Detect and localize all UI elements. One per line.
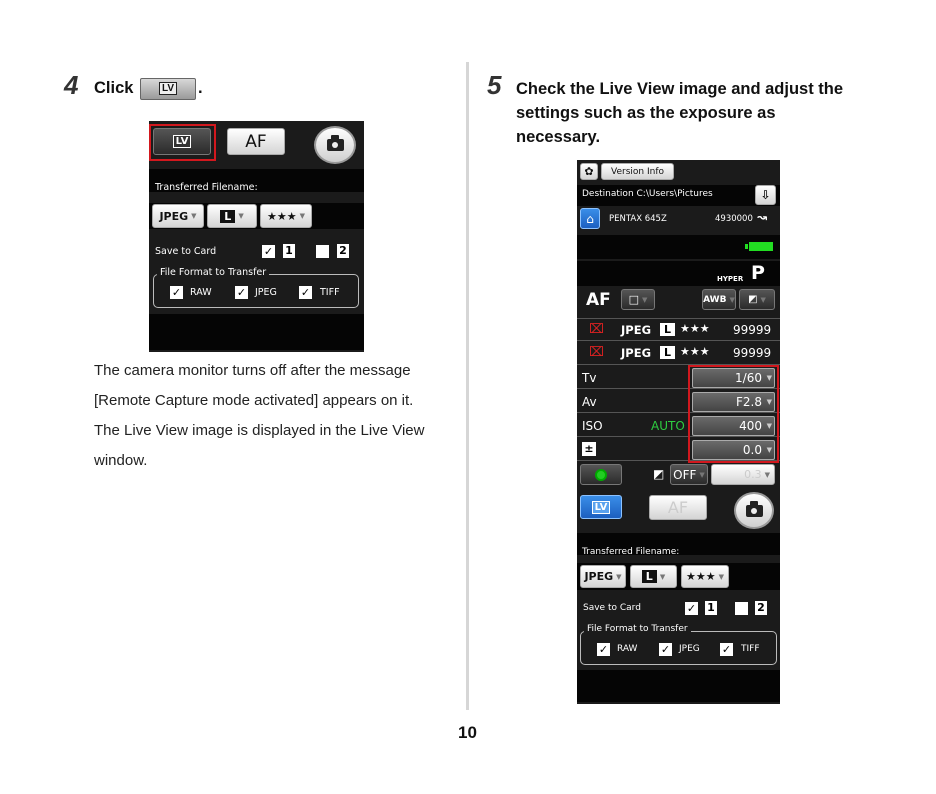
av-label: Av (582, 395, 597, 409)
live-view-panel-small (149, 121, 364, 352)
transferred-filename-label: Transferred Filename: (582, 547, 680, 557)
slot1-icon: 1 (705, 601, 717, 615)
file-format-legend: File Format to Transfer (584, 624, 691, 634)
save-to-card-row (577, 599, 780, 619)
raw-label: RAW (190, 287, 212, 298)
exposure-mode: P (751, 262, 765, 284)
iso-auto-label: AUTO (651, 419, 685, 433)
tv-label: Tv (582, 371, 597, 385)
card1-row (577, 318, 780, 341)
camera-icon (327, 139, 344, 151)
slot2-checkbox[interactable] (316, 245, 329, 258)
af-button[interactable]: AF (649, 495, 707, 520)
camera-serial: 4930000 (715, 214, 753, 224)
raw-checkbox[interactable]: ✓ (598, 643, 609, 656)
card1-size: L (660, 323, 675, 336)
download-icon: ⇩ (760, 188, 771, 202)
lv-button[interactable] (580, 495, 622, 519)
card2-format: JPEG (621, 346, 652, 360)
tiff-label: TIFF (741, 644, 760, 654)
format-value: JPEG (159, 209, 189, 223)
av-value: F2.8 (736, 395, 762, 409)
bracket-step-select[interactable]: 0.3 ▼ (711, 464, 775, 485)
file-format-group (153, 267, 359, 308)
awb-value: AWB (703, 294, 727, 305)
ev-select[interactable]: 0.0 ▼ (692, 440, 775, 460)
period-text: . (198, 79, 203, 97)
size-select[interactable]: L ▼ (630, 565, 677, 588)
image-tone-select[interactable]: ◩ ▼ (739, 289, 775, 310)
raw-checkbox[interactable]: ✓ (171, 286, 182, 299)
transferred-filename-row (577, 533, 780, 555)
description-line: window. (94, 452, 148, 469)
column-divider (466, 62, 469, 710)
card2-row (577, 342, 780, 365)
status-area (577, 670, 780, 702)
save-to-card-row (149, 242, 364, 262)
transferred-filename-row (149, 169, 364, 192)
bracket-row (577, 464, 780, 486)
tv-value: 1/60 (735, 371, 762, 385)
lv-button-illustration (140, 78, 196, 100)
capture-button[interactable] (734, 492, 774, 529)
format-value: JPEG (584, 570, 614, 583)
settings-gear-button[interactable] (580, 163, 598, 180)
highlight-frame (688, 365, 779, 463)
af-button[interactable]: AF (227, 128, 285, 155)
raw-label: RAW (617, 644, 638, 654)
page-number: 10 (458, 723, 477, 742)
format-row (149, 203, 364, 229)
highlight-frame (149, 124, 216, 161)
battery-row (577, 235, 780, 259)
format-select[interactable]: JPEG ▼ (152, 204, 204, 228)
destination-label: Destination C:\Users\Pictures (582, 189, 713, 199)
hyper-label: HYPER (717, 275, 744, 283)
jpeg-label: JPEG (255, 287, 277, 298)
capture-button[interactable] (314, 126, 356, 164)
af-point-icon: □ (628, 293, 639, 306)
iso-value: 400 (739, 419, 762, 433)
af-row (577, 287, 780, 315)
lv-icon: LV (159, 82, 177, 95)
card1-no-card-icon: ⌧ (589, 322, 604, 337)
iso-select[interactable]: 400 ▼ (692, 416, 775, 436)
camera-connect-button[interactable] (580, 208, 600, 229)
signal-icon: ↝ (757, 210, 768, 224)
status-area (149, 314, 364, 350)
heading-line: Check the Live View image and adjust the (516, 80, 844, 98)
card2-size: L (660, 346, 675, 359)
quality-select[interactable]: ★★★ ▼ (681, 565, 729, 588)
card1-format: JPEG (621, 323, 652, 337)
tv-select[interactable]: 1/60 ▼ (692, 368, 775, 388)
download-button[interactable] (755, 185, 776, 205)
card2-count: 99999 (733, 346, 772, 360)
live-view-panel-full (577, 160, 780, 704)
quality-value: ★★★ (267, 209, 297, 223)
af-label: AF (586, 290, 611, 310)
format-row (577, 563, 780, 590)
lv-icon: LV (173, 135, 192, 148)
slot1-checkbox[interactable]: ✓ (263, 245, 274, 258)
white-balance-select[interactable]: AWB ▼ (702, 289, 736, 310)
card2-no-card-icon: ⌧ (589, 345, 604, 360)
tiff-checkbox[interactable]: ✓ (300, 286, 311, 299)
ev-value: 0.0 (742, 443, 762, 457)
transferred-filename-label: Transferred Filename: (155, 182, 258, 193)
heading-line: settings such as the exposure as (516, 104, 776, 122)
af-start-button[interactable] (580, 464, 622, 485)
slot2-checkbox[interactable] (735, 602, 748, 615)
bracket-off-value: OFF (673, 467, 697, 482)
camera-row (577, 208, 780, 230)
tiff-checkbox[interactable]: ✓ (721, 643, 732, 656)
av-select[interactable]: F2.8 ▼ (692, 392, 775, 412)
slot2-icon: 2 (755, 601, 767, 615)
bracket-icon: ◩ (653, 467, 665, 481)
tiff-label: TIFF (320, 287, 340, 298)
step-4-description (94, 356, 454, 476)
description-line: [Remote Capture mode activated] appears on it. (94, 392, 414, 409)
heading-line: necessary. (516, 128, 601, 146)
step-4-instruction (94, 76, 203, 100)
bracket-step-value: 0.3 (744, 468, 762, 481)
save-to-card-label: Save to Card (155, 246, 217, 257)
size-value: L (642, 570, 657, 583)
exposure-compensation-icon: ± (582, 442, 596, 456)
battery-icon (749, 242, 773, 251)
camera-link-icon: ⌂ (586, 211, 594, 226)
image-tone-icon: ◩ (748, 294, 758, 305)
slot1-icon: 1 (283, 244, 295, 258)
af-mode-select[interactable]: □ ▼ (621, 289, 655, 310)
size-select[interactable]: L ▼ (207, 204, 257, 228)
camera-model: PENTAX 645Z (609, 214, 667, 224)
gear-icon: ✿ (584, 165, 594, 178)
jpeg-checkbox[interactable]: ✓ (236, 286, 247, 299)
size-value: L (220, 210, 235, 223)
version-info-button[interactable]: Version Info (601, 163, 674, 180)
file-format-group (580, 624, 777, 665)
battery-tip (745, 244, 748, 249)
card1-quality: ★★★ (680, 322, 710, 335)
step-5-heading (516, 77, 896, 149)
bracket-toggle-select[interactable]: OFF ▼ (670, 464, 708, 485)
format-select[interactable]: JPEG ▼ (580, 565, 626, 588)
camera-icon (746, 505, 763, 517)
click-text: Click (94, 79, 134, 97)
card2-quality: ★★★ (680, 345, 710, 358)
destination-row (577, 185, 780, 206)
jpeg-checkbox[interactable]: ✓ (660, 643, 671, 656)
iso-label: ISO (582, 419, 603, 433)
description-line: The Live View image is displayed in the Live View (94, 422, 425, 439)
quality-value: ★★★ (686, 570, 716, 583)
step-5-number: 5 (487, 70, 502, 100)
quality-select[interactable]: ★★★ ▼ (260, 204, 312, 228)
step-4-number: 4 (64, 70, 79, 100)
description-line: The camera monitor turns off after the message (94, 362, 411, 379)
mode-row (577, 261, 780, 286)
green-dot-icon (595, 469, 607, 481)
file-format-legend: File Format to Transfer (157, 267, 269, 278)
slot2-icon: 2 (337, 244, 349, 258)
save-to-card-label: Save to Card (583, 603, 641, 613)
lv-icon: LV (592, 501, 611, 514)
slot1-checkbox[interactable]: ✓ (686, 602, 697, 615)
jpeg-label: JPEG (679, 644, 700, 654)
card1-count: 99999 (733, 323, 772, 337)
